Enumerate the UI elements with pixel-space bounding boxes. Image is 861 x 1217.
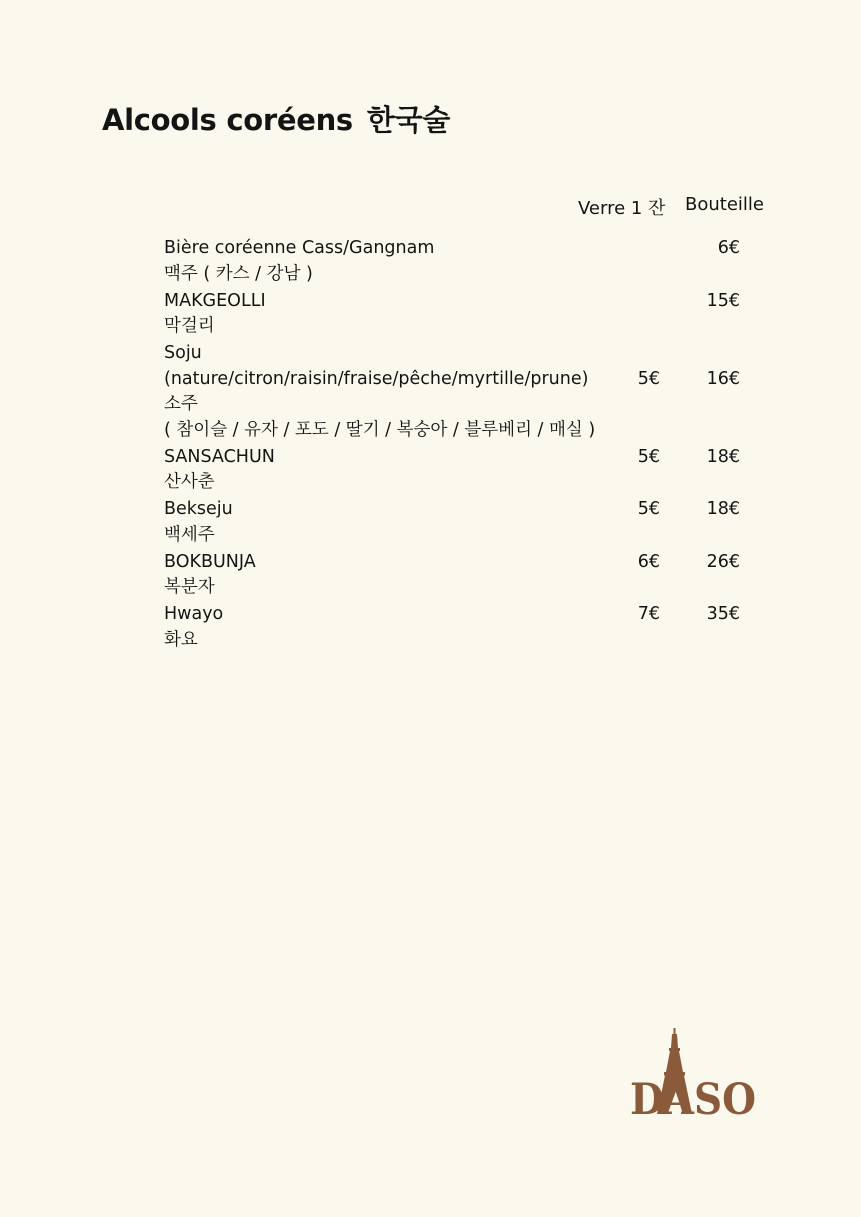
menu-item xyxy=(164,497,754,548)
item-text: 맥주 ( 카스 / 강남 ) xyxy=(164,263,313,284)
menu-item xyxy=(164,602,754,653)
item-detail xyxy=(164,418,754,444)
item-detail xyxy=(164,367,754,393)
item-detail xyxy=(164,575,754,601)
item-text: 복분자 xyxy=(164,577,215,597)
item-name xyxy=(164,550,754,576)
item-text: 소주 xyxy=(164,394,198,414)
item-name xyxy=(164,341,754,367)
price-bouteille: 35€ xyxy=(706,604,740,624)
item-text: 산사춘 xyxy=(164,472,215,492)
price-verre: 7€ xyxy=(637,604,660,624)
price-verre: 5€ xyxy=(637,499,660,519)
item-name xyxy=(164,602,754,628)
item-text: Bekseju xyxy=(164,499,233,519)
price-bouteille: 26€ xyxy=(706,551,740,572)
price-verre: 6€ xyxy=(637,551,660,572)
price-verre: 5€ xyxy=(637,368,660,389)
item-text: (nature/citron/raisin/fraise/pêche/myrtille/prune) xyxy=(164,368,589,389)
item-text: BOKBUNJA xyxy=(164,551,256,572)
item-text: Soju xyxy=(164,343,202,363)
menu-item xyxy=(164,236,754,287)
column-header-verre: Verre 1 잔 xyxy=(578,198,666,219)
item-text: Hwayo xyxy=(164,604,224,624)
menu-item xyxy=(164,289,754,340)
item-text: 화요 xyxy=(164,629,198,650)
item-text: ( 참이슬 / 유자 / 포도 / 딸기 / 복숭아 / 블루베리 / 매실 ) xyxy=(164,419,596,440)
item-detail xyxy=(164,314,754,340)
item-detail xyxy=(164,523,754,549)
item-text: SANSACHUN xyxy=(164,446,275,467)
item-text: 백세주 xyxy=(164,524,215,545)
price-bouteille: 18€ xyxy=(706,499,740,519)
item-name xyxy=(164,236,754,262)
item-detail xyxy=(164,392,754,418)
title-korean: 한국술 xyxy=(366,103,451,137)
price-bouteille: 16€ xyxy=(706,368,740,389)
price-verre: 5€ xyxy=(637,446,660,467)
logo-text: DASO xyxy=(630,1075,756,1118)
page-title xyxy=(102,98,450,139)
price-bouteille: 18€ xyxy=(706,446,740,467)
column-header-bouteille: Bouteille xyxy=(685,194,764,215)
daso-logo xyxy=(626,1026,758,1118)
item-text: Bière coréenne Cass/Gangnam xyxy=(164,238,435,258)
menu-item xyxy=(164,445,754,496)
menu-item xyxy=(164,341,754,443)
item-name xyxy=(164,289,754,315)
price-bouteille: 15€ xyxy=(706,290,740,311)
price-bouteille: 6€ xyxy=(717,238,740,258)
item-text: 막걸리 xyxy=(164,316,215,336)
item-detail xyxy=(164,262,754,288)
item-name xyxy=(164,445,754,471)
menu-item xyxy=(164,550,754,601)
item-detail xyxy=(164,628,754,654)
item-detail xyxy=(164,470,754,496)
item-name xyxy=(164,497,754,523)
drinks-menu xyxy=(164,236,754,653)
title-french: Alcools coréens xyxy=(102,103,353,137)
item-text: MAKGEOLLI xyxy=(164,290,266,311)
